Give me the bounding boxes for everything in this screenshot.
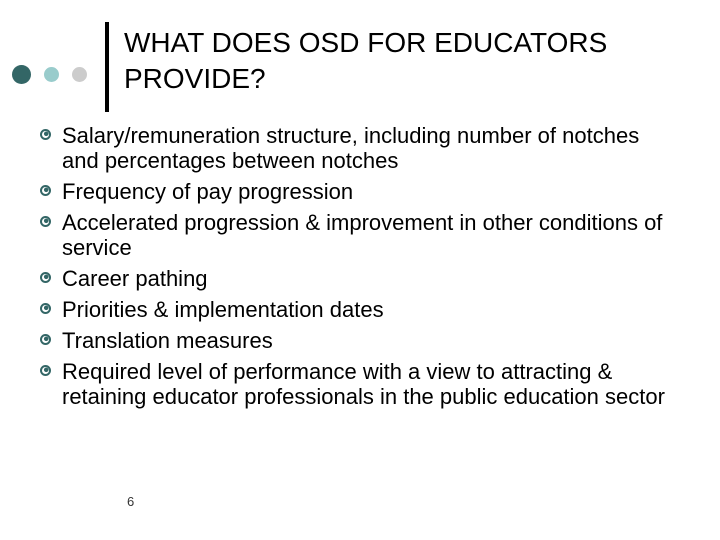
circle-bullet-icon [40,303,51,314]
bullet-text: Accelerated progression & improvement in other conditions of service [62,210,663,260]
bullet-text: Salary/remuneration structure, including number of notches and percentages between notches [62,123,640,173]
bullet-text: Required level of performance with a view to attracting & retaining educator professionals in the public education sector [62,359,665,409]
page-number: 6 [127,494,135,509]
bullet-item [40,328,670,353]
bullet-list [40,123,670,415]
circle-bullet-icon [40,334,51,345]
decor-dot-dark-icon [12,65,31,84]
bullet-text: Career pathing [62,266,208,291]
bullet-text: Frequency of pay progression [62,179,354,204]
bullet-item [40,266,670,291]
bullet-text: Priorities & implementation dates [62,297,384,322]
bullet-item [40,359,670,409]
bullet-item [40,179,670,204]
slide-title: WHAT DOES OSD FOR EDUCATORS PROVIDE? [124,27,608,94]
circle-bullet-icon [40,272,51,283]
title-divider [105,22,109,112]
circle-bullet-icon [40,216,51,227]
bullet-item [40,297,670,322]
bullet-item [40,123,670,173]
bullet-text: Translation measures [62,328,273,353]
circle-bullet-icon [40,129,51,140]
decor-dot-gray-icon [72,67,87,82]
decor-dot-teal-icon [44,67,59,82]
circle-bullet-icon [40,365,51,376]
bullet-item [40,210,670,260]
circle-bullet-icon [40,185,51,196]
